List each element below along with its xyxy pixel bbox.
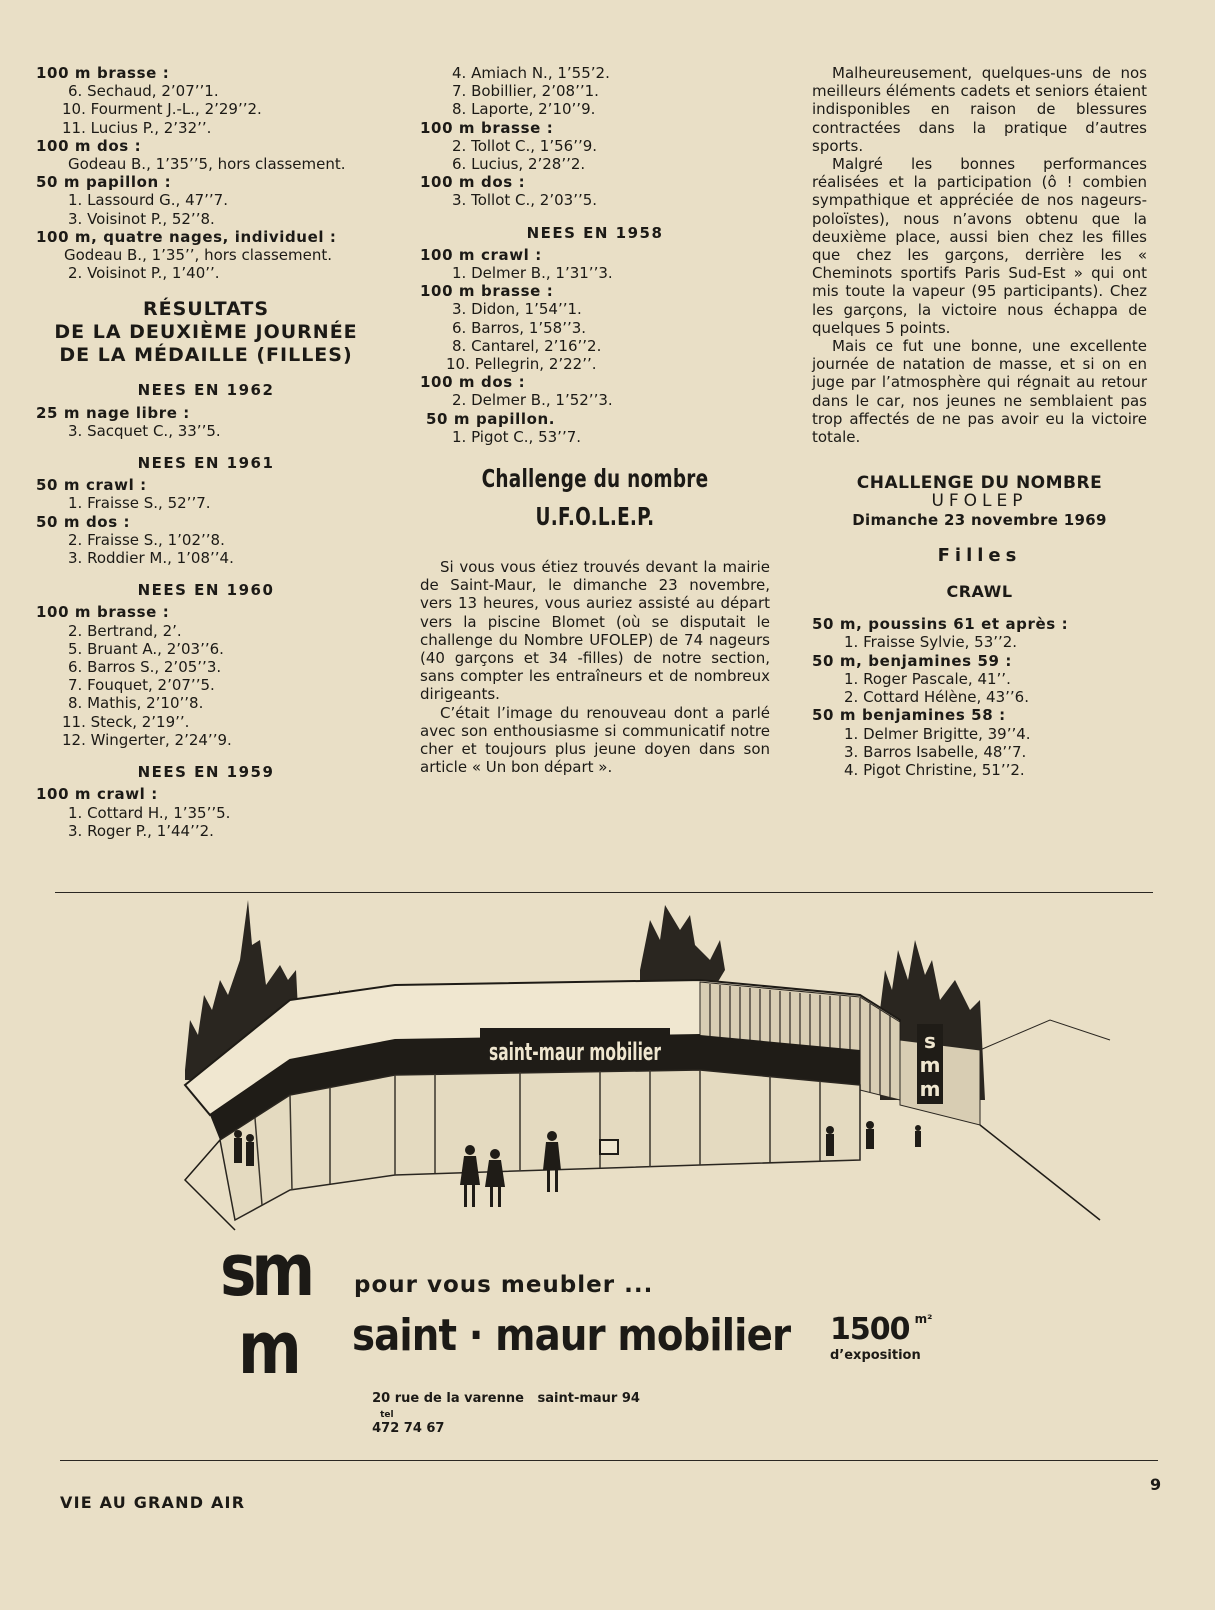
- result-line: 3. Voisinot P., 52’’8.: [68, 209, 215, 228]
- result-line: 8. Laporte, 2’10’’9.: [452, 100, 596, 119]
- result-line: 3. Roddier M., 1’08’’4.: [68, 549, 234, 568]
- results-block: [36, 64, 376, 137]
- stroke-title: CRAWL: [946, 582, 1013, 602]
- result-line: Godeau B., 1’35’’, hors classement.: [64, 246, 332, 265]
- store-illustration: [180, 900, 1140, 1260]
- event-title: 50 m, benjamines 59 :: [812, 651, 1012, 670]
- group-title: NEES EN 1961: [137, 454, 275, 473]
- results-subheading: UFOLEP: [931, 491, 1028, 512]
- group-title: NEES EN 1958: [526, 223, 664, 242]
- event-title: 50 m papillon.: [426, 409, 556, 428]
- magazine-name: VIE AU GRAND AIR: [60, 1493, 246, 1512]
- result-line: 12. Wingerter, 2’24’’9.: [62, 730, 232, 749]
- area-figure: [830, 1312, 932, 1347]
- event-title: 50 m benjamines 58 :: [812, 706, 1006, 725]
- event-title: 100 m crawl :: [420, 245, 542, 264]
- result-line: 6. Barros S., 2’05’’3.: [68, 658, 222, 677]
- result-line: 2. Delmer B., 1’52’’3.: [452, 391, 613, 410]
- result-line: 5. Bruant A., 2’03’’6.: [68, 639, 224, 658]
- result-line: 1. Pigot C., 53’’7.: [452, 427, 582, 446]
- column-2: [420, 64, 770, 777]
- event-title: 100 m brasse :: [420, 282, 554, 301]
- article-paragraph: Malgré les bonnes performances réalisées et la participation (ô ! combien sympathique et appréciée de nos nageurs-poloïstes), nous n’avons obtenu que la deuxième place, aussi bien chez les filles que chez les garçons, derrière les « Cheminots sportifs Paris Sud-Est » qui ont mis toute la vapeur (95 participants). Chez les garçons, la victoire nous échappa de quelques 5 points.: [812, 155, 1147, 337]
- result-line: 3. Barros Isabelle, 48’’7.: [844, 742, 1027, 761]
- result-line: 4. Amiach N., 1’55’2.: [452, 64, 610, 82]
- column-3: [812, 64, 1147, 779]
- result-line: 8. Mathis, 2’10’’8.: [68, 694, 204, 713]
- results-block: [36, 173, 376, 228]
- article-paragraph: Malheureusement, quelques-uns de nos meilleurs éléments cadets et seniors étaient indisponibles en raison de blessures contractées dans la pratique d’autres sports.: [812, 64, 1147, 155]
- result-line: 1. Lassourd G., 47’’7.: [68, 191, 228, 210]
- result-line: 1. Delmer Brigitte, 39’’4.: [844, 724, 1031, 743]
- result-line: 1. Fraisse Sylvie, 53’’2.: [844, 633, 1018, 652]
- result-line: 3. Tollot C., 2’03’’5.: [452, 191, 598, 210]
- area-label: d’exposition: [830, 1348, 921, 1363]
- group-title: NEES EN 1959: [137, 763, 275, 782]
- event-title: 50 m dos :: [36, 512, 131, 531]
- smm-logo: [220, 1228, 330, 1420]
- group-title: NEES EN 1962: [137, 381, 275, 400]
- event-title: 100 m brasse :: [420, 118, 554, 137]
- event-title: 100 m brasse :: [36, 603, 170, 622]
- title-line: Challenge du nombre: [481, 464, 709, 494]
- result-line: 10. Fourment J.-L., 2’29’’2.: [62, 100, 262, 119]
- result-line: 1. Delmer B., 1’31’’3.: [452, 264, 613, 283]
- result-line: 2. Bertrand, 2’.: [68, 621, 182, 640]
- result-line: 1. Roger Pascale, 41’’.: [844, 669, 1011, 688]
- article-paragraph: Mais ce fut une bonne, une excellente journée de natation de masse, et si on en juge par l’atmosphère qui régnait au retour dans le car, nos jeunes ne semblaient pas trop affectés de ne pas avoir eu la victoire totale.: [812, 337, 1147, 447]
- result-line: 7. Bobillier, 2’08’’1.: [452, 82, 599, 101]
- divider: [60, 1460, 1158, 1461]
- result-line: 11. Steck, 2’19’’.: [62, 712, 190, 731]
- result-line: 6. Sechaud, 2’07’’1.: [68, 82, 219, 101]
- results-block: [36, 228, 376, 283]
- event-title: 100 m dos :: [420, 373, 526, 392]
- result-line: 3. Didon, 1’54’’1.: [452, 300, 582, 319]
- logo-sm: sm: [220, 1228, 311, 1312]
- result-line: 8. Cantarel, 2’16’’2.: [452, 336, 602, 355]
- group-title: NEES EN 1960: [137, 581, 275, 600]
- page-number: 9: [1150, 1475, 1162, 1494]
- section-heading: [36, 298, 376, 367]
- heading-line: DE LA DEUXIÈME JOURNÉE: [54, 321, 358, 344]
- result-line: 6. Barros, 1’58’’3.: [452, 318, 587, 337]
- event-title: 50 m crawl :: [36, 476, 147, 495]
- area-unit: m²: [914, 1312, 933, 1326]
- event-title: 25 m nage libre :: [36, 403, 190, 422]
- event-title: 50 m papillon :: [36, 173, 172, 192]
- article-paragraph: Si vous vous étiez trouvés devant la mairie de Saint-Maur, le dimanche 23 novembre, vers 13 heures, vous auriez assisté au départ vers la piscine Blomet (où se disputait le challenge du Nombre UFOLEP) de 74 nageurs (40 garçons et 34 -filles) de notre section, sans compter les entraîneurs et de nombreux dirigeants.: [420, 558, 770, 704]
- phone-number: 472 74 67: [372, 1421, 445, 1436]
- result-line: 3. Sacquet C., 33’’5.: [68, 421, 221, 440]
- result-line: 11. Lucius P., 2’32’’.: [62, 118, 212, 137]
- results-heading: CHALLENGE DU NOMBRE: [856, 473, 1103, 494]
- title-line: U.F.O.L.E.P.: [535, 502, 655, 532]
- event-title: 100 m, quatre nages, individuel :: [36, 227, 337, 246]
- result-line: Godeau B., 1’35’’5, hors classement.: [68, 155, 346, 174]
- address-line: [354, 1376, 640, 1451]
- address: 20 rue de la varenne saint-maur 94: [372, 1391, 640, 1406]
- event-title: 50 m, poussins 61 et après :: [812, 615, 1069, 634]
- results-date: Dimanche 23 novembre 1969: [852, 510, 1107, 529]
- result-line: 3. Roger P., 1’44’’2.: [68, 821, 214, 840]
- column-1: [36, 64, 376, 840]
- side-logo-m: m: [919, 1077, 941, 1101]
- heading-line: RÉSULTATS: [142, 298, 270, 321]
- side-logo-m: m: [919, 1053, 941, 1077]
- area-number: 1500: [830, 1312, 910, 1347]
- result-line: 1. Cottard H., 1’35’’5.: [68, 803, 231, 822]
- event-title: 100 m brasse :: [36, 64, 170, 82]
- result-line: 2. Voisinot P., 1’40’’.: [68, 264, 220, 283]
- article-paragraph: C’était l’image du renouveau dont a parlé avec son enthousiasme si communicatif notre cher et toujours plus jeune doyen dans son article « Un bon départ ».: [420, 703, 770, 777]
- results-block: [36, 137, 376, 173]
- article-title: [452, 460, 739, 536]
- event-title: 100 m dos :: [420, 173, 526, 192]
- logo-m: m: [238, 1306, 302, 1390]
- side-logo-s: s: [924, 1029, 936, 1053]
- store-sign: saint-maur mobilier: [489, 1038, 662, 1066]
- divider: [55, 892, 1153, 893]
- result-line: 2. Tollot C., 1’56’’9.: [452, 136, 598, 155]
- result-line: 2. Fraisse S., 1’02’’8.: [68, 530, 225, 549]
- result-line: 1. Fraisse S., 52’’7.: [68, 494, 211, 513]
- result-line: 7. Fouquet, 2’07’’5.: [68, 676, 215, 695]
- brand-name: saint · maur mobilier: [352, 1310, 791, 1361]
- result-line: 10. Pellegrin, 2’22’’.: [446, 355, 597, 374]
- advertisement: [180, 900, 1140, 1436]
- tel-label: tel: [380, 1410, 394, 1420]
- result-line: 6. Lucius, 2’28’’2.: [452, 155, 586, 174]
- event-title: 100 m crawl :: [36, 785, 158, 804]
- event-title: 100 m dos :: [36, 136, 142, 155]
- category-title: Filles: [937, 544, 1022, 566]
- heading-line: DE LA MÉDAILLE (FILLES): [59, 344, 353, 367]
- tagline: pour vous meubler ...: [354, 1272, 654, 1298]
- result-line: 4. Pigot Christine, 51’’2.: [844, 760, 1025, 779]
- result-line: 2. Cottard Hélène, 43’’6.: [844, 688, 1029, 707]
